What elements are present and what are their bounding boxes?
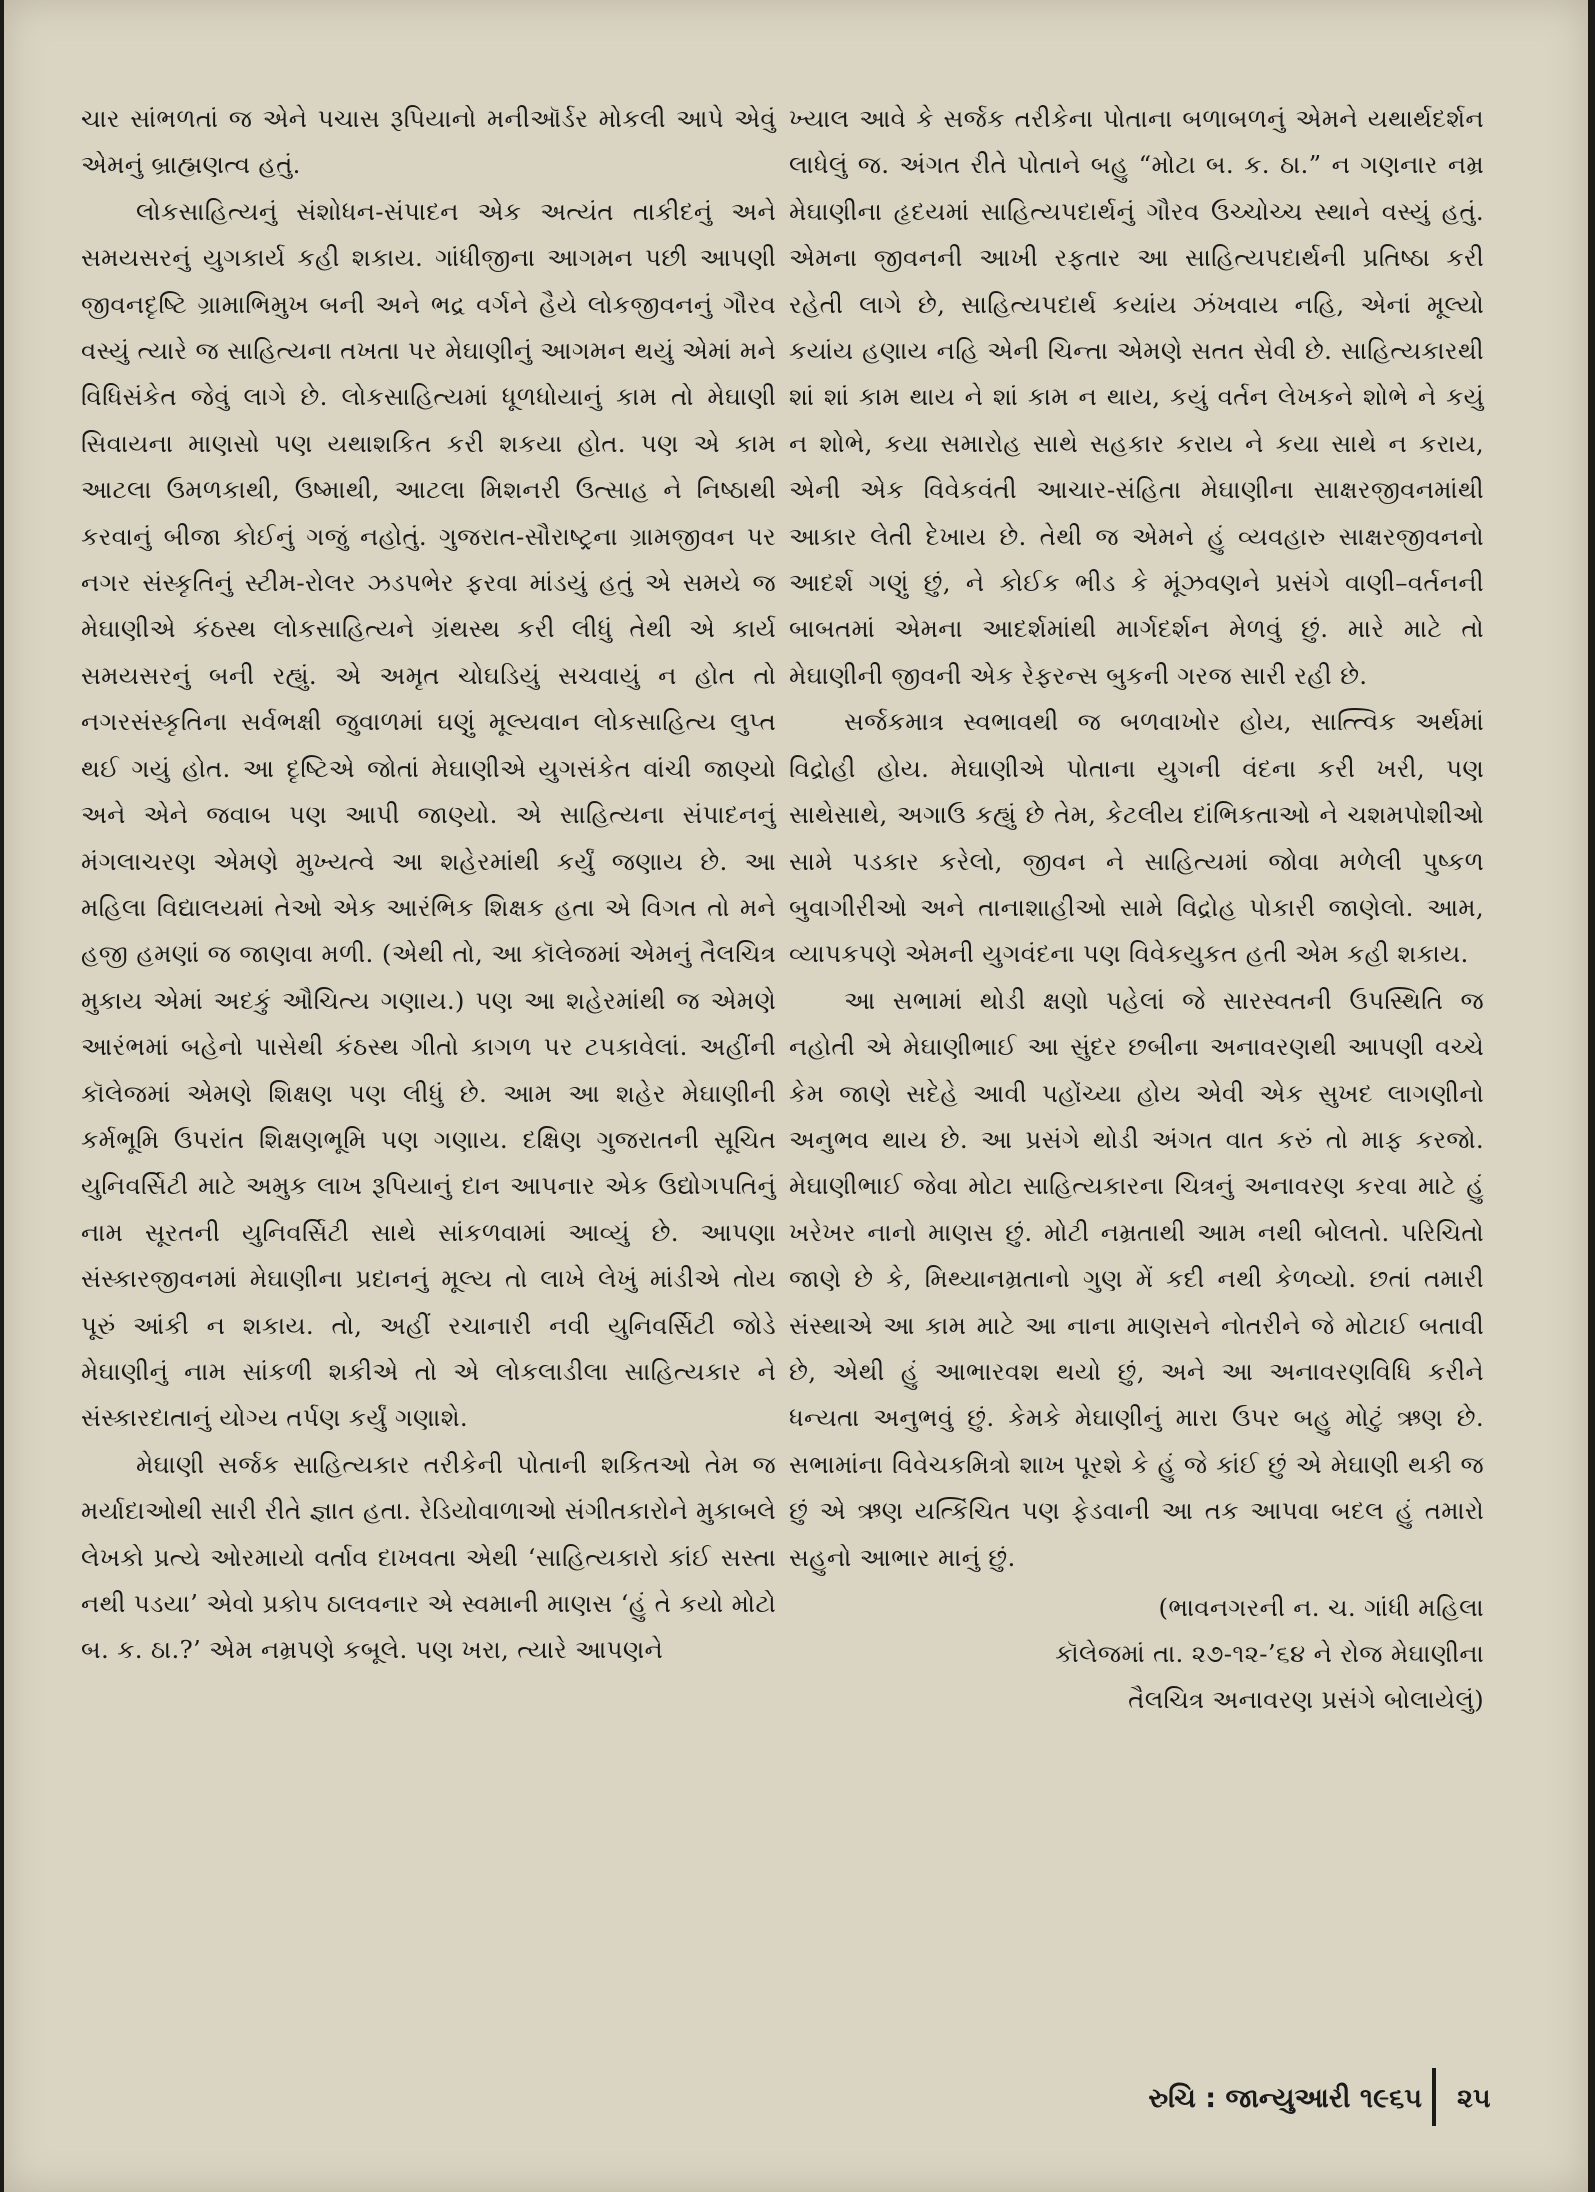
page-number: ૨૫ xyxy=(1457,2083,1491,2114)
paragraph: ખ્યાલ આવે કે સર્જક તરીકેના પોતાના બળાબળનું એમને યથાર્થદર્શન લાધેલું જ. અંગત રીતે પોતાને બહુ “મોટા બ. ક. ઠા.” ન ગણનાર નમ્ર મેઘાણીના હૃદયમાં સાહિત્યપદાર્થનું ગૌરવ ઉચ્ચોચ્ચ સ્થાને વસ્યું હતું. એમના જીવનની આખી રફતાર આ સાહિત્યપદાર્થની પ્રતિષ્ઠા કરી રહેતી લાગે છે, સાહિત્યપદાર્થ કયાંય ઝંખવાય નહિ, એનાં મૂલ્યો કયાંય હણાય નહિ એની ચિન્તા એમણે સતત સેવી છે. સાહિત્યકારથી શાં શાં કામ થાય ને શાં કામ ન થાય, કયું વર્તન લેખકને શોભે ને કયું ન શોભે, કયા સમારોહ સાથે સહકાર કરાય ને કયા સાથે ન કરાય, એની એક વિવેકવંતી આચાર-સંહિતા મેઘાણીના સાક્ષરજીવનમાંથી આકાર લેતી દેખાય છે. તેથી જ એમને હું વ્યવહારુ સાક્ષરજીવનનો આદર્શ ગણું છું, ને કોઈક ભીડ કે મૂંઝવણને પ્રસંગે વાણી–વર્તનની બાબતમાં એમના આદર્શમાંથી માર્ગદર્શન મેળવું છું. મારે માટે તો મેઘાણીની જીવની એક રેફરન્સ બુકની ગરજ સારી રહી છે. xyxy=(789,104,1484,690)
paragraph: સર્જકમાત્ર સ્વભાવથી જ બળવાખોર હોય, સાત્ત્વિક અર્થમાં વિદ્રોહી હોય. મેઘાણીએ પોતાના યુગની વંદના કરી ખરી, પણ સાથેસાથે, અગાઉ કહ્યું છે તેમ, કેટલીય દાંભિકતાઓ ને ચશમપોશીઓ સામે પડકાર કરેલો, જીવન ને સાહિત્યમાં જોવા મળેલી પુષ્કળ બુવાગીરીઓ અને તાનાશાહીઓ સામે વિદ્રોહ પોકારી જાણેલો. આમ, વ્યાપકપણે એમની યુગવંદના પણ વિવેકયુકત હતી એમ કહી શકાય. xyxy=(789,707,1484,969)
attribution-line: તૈલચિત્ર અનાવરણ પ્રસંગે બોલાયેલું) xyxy=(1128,1685,1484,1714)
magazine-issue-label: રુચિ : જાન્યુઆરી ૧૯૬૫ xyxy=(1148,2083,1422,2114)
speech-attribution xyxy=(789,1585,1484,1723)
paragraph: ચાર સાંભળતાં જ એને પચાસ રૂપિયાનો મનીઑર્ડર મોકલી આપે એવું એમનું બ્રાહ્મણત્વ હતું. xyxy=(81,104,776,180)
paragraph: આ સભામાં થોડી ક્ષણો પહેલાં જે સારસ્વતની ઉપસ્થિતિ જ નહોતી એ મેઘાણીભાઈ આ સુંદર છબીના અનાવરણથી આપણી વચ્ચે કેમ જાણે સદેહે આવી પહોંચ્યા હોય એવી એક સુખદ લાગણીનો અનુભવ થાય છે. આ પ્રસંગે થોડી અંગત વાત કરું તો માફ કરજો. મેઘાણીભાઈ જેવા મોટા સાહિત્યકારના ચિત્રનું અનાવરણ કરવા માટે હું ખરેખર નાનો માણસ છું. મોટી નમ્રતાથી આમ નથી બોલતો. પરિચિતો જાણે છે કે, મિથ્યાનમ્રતાનો ગુણ મેં કદી નથી કેળવ્યો. છતાં તમારી સંસ્થાએ આ કામ માટે આ નાના માણસને નોતરીને જે મોટાઈ બતાવી છે, એથી હું આભારવશ થયો છું, અને આ અનાવરણવિધિ કરીને ધન્યતા અનુભવું છું. કેમકે મેઘાણીનું મારા ઉપર બહુ મોટું ઋણ છે. સભામાંના વિવેચકમિત્રો શાખ પૂરશે કે હું જે કાંઈ છું એ મેઘાણી થકી જ છું એ ઋણ યત્કિંચિત પણ ફેડવાની આ તક આપવા બદલ હું તમારો સહુનો આભાર માનું છું. xyxy=(789,985,1484,1572)
right-column xyxy=(789,96,1484,1723)
magazine-page xyxy=(4,0,1588,2192)
page-footer xyxy=(1124,2068,1514,2118)
paragraph: લોકસાહિત્યનું સંશોધન-સંપાદન એક અત્યંત તાકીદનું અને સમયસરનું યુગકાર્ય કહી શકાય. ગાંધીજીના આગમન પછી આપણી જીવનદૃષ્ટિ ગ્રામાભિમુખ બની અને ભદ્ર વર્ગને હૈયે લોકજીવનનું ગૌરવ વસ્યું ત્યારે જ સાહિત્યના તખતા પર મેઘાણીનું આગમન થયું એમાં મને વિધિસંકેત જેવું લાગે છે. લોકસાહિત્યમાં ધૂળધોયાનું કામ તો મેઘાણી સિવાયના માણસો પણ યથાશકિત કરી શકયા હોત. પણ એ કામ આટલા ઉમળકાથી, ઉષ્માથી, આટલા મિશનરી ઉત્સાહ ને નિષ્ઠાથી કરવાનું બીજા કોઈનું ગજું નહોતું. ગુજરાત-સૌરાષ્ટ્રના ગ્રામજીવન પર નગર સંસ્કૃતિનું સ્ટીમ-રોલર ઝડપભેર ફરવા માંડયું હતું એ સમયે જ મેઘાણીએ કંઠસ્થ લોકસાહિત્યને ગ્રંથસ્થ કરી લીધું તેથી એ કાર્ય સમયસરનું બની રહ્યું. એ અમૃત ચોઘડિયું સચવાયું ન હોત તો નગરસંસ્કૃતિના સર્વભક્ષી જુવાળમાં ઘણું મૂલ્યવાન લોકસાહિત્ય લુપ્ત થઈ ગયું હોત. આ દૃષ્ટિએ જોતાં મેઘાણીએ યુગસંકેત વાંચી જાણ્યો અને એને જવાબ પણ આપી જાણ્યો. એ સાહિત્યના સંપાદનનું મંગલાચરણ એમણે મુખ્યત્વે આ શહેરમાંથી કર્યું જણાય છે. આ મહિલા વિદ્યાલયમાં તેઓ એક આરંભિક શિક્ષક હતા એ વિગત તો મને હજી હમણાં જ જાણવા મળી. (એથી તો, આ કૉલેજમાં એમનું તૈલચિત્ર મુકાય એમાં અદકું ઔચિત્ય ગણાય.) પણ આ શહેરમાંથી જ એમણે આરંભમાં બહેનો પાસેથી કંઠસ્થ ગીતો કાગળ પર ટપકાવેલાં. અહીંની કૉલેજમાં એમણે શિક્ષણ પણ લીધું છે. આમ આ શહેર મેઘાણીની કર્મભૂમિ ઉપરાંત શિક્ષણભૂમિ પણ ગણાય. દક્ષિણ ગુજરાતની સૂચિત યુનિવર્સિટી માટે અમુક લાખ રૂપિયાનું દાન આપનાર એક ઉદ્યોગપતિનું નામ સૂરતની યુનિવર્સિટી સાથે સાંકળવામાં આવ્યું છે. આપણા સંસ્કારજીવનમાં મેઘાણીના પ્રદાનનું મૂલ્ય તો લાખે લેખું માંડીએ તોય પૂરું આંકી ન શકાય. તો, અહીં રચાનારી નવી યુનિવર્સિટી જોડે મેઘાણીનું નામ સાંકળી શકીએ તો એ લોકલાડીલા સાહિત્યકાર ને સંસ્કારદાતાનું યોગ્ય તર્પણ કર્યું ગણાશે. xyxy=(81,196,776,1433)
attribution-line: (ભાવનગરની ન. ચ. ગાંધી મહિલા xyxy=(1158,1593,1484,1622)
paragraph: મેઘાણી સર્જક સાહિત્યકાર તરીકેની પોતાની શકિતઓ તેમ જ મર્યાદાઓથી સારી રીતે જ્ઞાત હતા. રેડિયોવાળાઓ સંગીતકારોને મુકાબલે લેખકો પ્રત્યે ઓરમાયો વર્તાવ દાખવતા એથી ‘સાહિત્યકારો કાંઈ સસ્તા નથી પડયા’ એવો પ્રકોપ ઠાલવનાર એ સ્વમાની માણસ ‘હું તે કયો મોટો બ. ક. ઠા.?’ એમ નમ્રપણે કબૂલે. પણ ખરા, ત્યારે આપણને xyxy=(81,1449,776,1665)
left-column xyxy=(81,96,776,1674)
footer-divider xyxy=(1432,2068,1436,2126)
attribution-line: કૉલેજમાં તા. ૨૭-૧૨-’૬૪ ને રોજ મેઘાણીના xyxy=(1055,1639,1484,1668)
